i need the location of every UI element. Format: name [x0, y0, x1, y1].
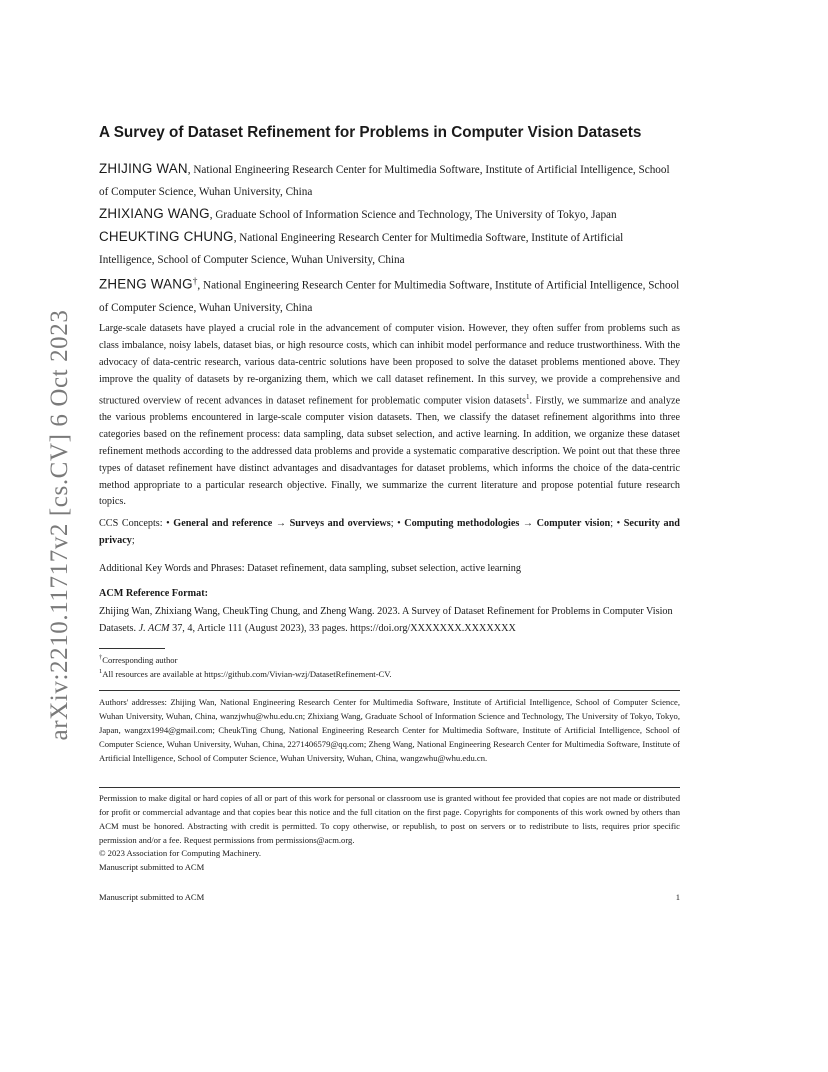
author-entry — [99, 203, 680, 226]
ccs-term: General and reference → Surveys and overviews — [173, 518, 391, 529]
keywords: Additional Key Words and Phrases: Dataset refinement, data sampling, subset selection, active learning — [99, 563, 521, 574]
author-name: CHEUKTING CHUNG — [99, 229, 234, 244]
reference-format-text: Zhijing Wan, Zhixiang Wang, CheukTing Chung, and Zheng Wang. 2023. A Survey of Dataset Refinement for Problems in Computer Vision Datasets. J. ACM 37, 4, Article 111 (August 2023), 33 pages. https://doi.org/XXXXXXX.XXXXXXX — [99, 606, 673, 634]
footnote: $^1$All resources are available at https://github.com/Vivian-wzj/DatasetRefinement-CV. — [99, 668, 392, 680]
authors-addresses: Authors' addresses: Zhijing Wan, National Engineering Research Center for Multimedia Software, Institute of Artificial Intelligence, School of Computer Science, Wuhan University, Wuhan, China, wanzjwhu@whu.edu.cn; Zhixiang Wang, Graduate School of Information Science and Technology, The University of Tokyo, Tokyo, Japan, wangzx1994@gmail.com; CheukTing Chung, National Engineering Research Center for Multimedia Software, Institute of Artificial Intelligence, School of Computer Science, Wuhan University, Wuhan, China, 2271406579@qq.com; Zheng Wang, National Engineering Research Center for Multimedia Software, Institute of Artificial Intelligence, School of Computer Science, Wuhan University, Wuhan, China, wangzwhu@whu.edu.cn. — [99, 697, 680, 764]
author-entry — [99, 158, 680, 203]
permission-notice: Permission to make digital or hard copies of all or part of this work for personal or classroom use is granted without fee provided that copies are not made or distributed for profit or commercial advantage and that copies bear this notice and the full citation on the first page. Copyrights for components of this work owned by others than ACM must be honored. Abstracting with credit is permitted. To copy otherwise, or republish, to post on servers or to redistribute to lists, requires prior specific permission and/or a fee. Request permissions from permissions@acm.org. — [99, 793, 680, 845]
divider — [99, 787, 680, 788]
author-name: ZHIJING WAN — [99, 161, 188, 176]
ccs-term: Security and privacy — [99, 518, 680, 546]
copyright-notice: © 2023 Association for Computing Machinery. — [99, 848, 262, 858]
author-affiliation: , National Engineering Research Center for Multimedia Software, Institute of Artificial Intelligence, School of Computer Science, Wuhan University, China — [99, 232, 624, 266]
arxiv-stamp: arXiv:2210.11717v2 [cs.CV] 6 Oct 2023 — [46, 309, 73, 741]
page-number: 1 — [675, 892, 680, 902]
corresponding-author-mark: † — [192, 277, 198, 287]
author-affiliation: , Graduate School of Information Science and Technology, The University of Tokyo, Japan — [209, 209, 617, 221]
footnote-ref: 1 — [525, 392, 530, 401]
abstract: Large-scale datasets have played a crucial role in the advancement of computer vision. However, they often suffer from problems such as class imbalance, noisy labels, dataset bias, or high resource costs, which can inhibit model performance and reduce trustworthiness. With the advocacy of data-centric research, various data-centric solutions have been proposed to solve the dataset problems mentioned above. They improve the quality of datasets by re-organizing them, which we call dataset refinement. In this survey, we provide a comprehensive and structured overview of recent advances in dataset refinement for problematic computer vision datasets$^1$. Firstly, we summarize and analyze the various problems encountered in large-scale computer vision datasets. Then, we classify the dataset refinement algorithms into three categories based on the refinement process: data sampling, data subset selection, and active learning. In addition, we organize these dataset refinement methods according to the addressed data problems and provide a systematic comparative description. We point out that these three types of dataset refinement have distinct advantages and disadvantages for dataset problems, which informs the choice of the data-centric method appropriate to a particular research objective. Finally, we summarize the current literature and propose potential future research topics. — [99, 323, 680, 508]
ccs-term: Computing methodologies → Computer vision — [404, 518, 611, 529]
footnote: †Corresponding author — [99, 654, 178, 665]
running-footer: Manuscript submitted to ACM — [99, 892, 205, 902]
author-affiliation: , National Engineering Research Center for Multimedia Software, Institute of Artificial Intelligence, School of Computer Science, Wuhan University, China — [99, 279, 680, 314]
author-entry — [99, 271, 680, 319]
author-name: ZHENG WANG — [99, 276, 193, 292]
ccs-concepts: CCS Concepts: • General and reference → Surveys and overviews; • Computing methodologies → Computer vision; • Security and privacy; — [99, 518, 680, 546]
paper-title: A Survey of Dataset Refinement for Problems in Computer Vision Datasets — [99, 124, 642, 141]
journal-name: J. ACM — [138, 623, 170, 634]
author-list — [99, 158, 680, 319]
author-entry — [99, 226, 680, 271]
footnote-divider — [99, 648, 165, 649]
author-affiliation: , National Engineering Research Center for Multimedia Software, Institute of Artificial Intelligence, School of Computer Science, Wuhan University, China — [99, 164, 670, 198]
footnotes — [99, 652, 680, 681]
author-name: ZHIXIANG WANG — [99, 206, 210, 221]
submission-note: Manuscript submitted to ACM — [99, 862, 205, 872]
divider — [99, 690, 680, 691]
reference-format-heading: ACM Reference Format: — [99, 588, 208, 599]
